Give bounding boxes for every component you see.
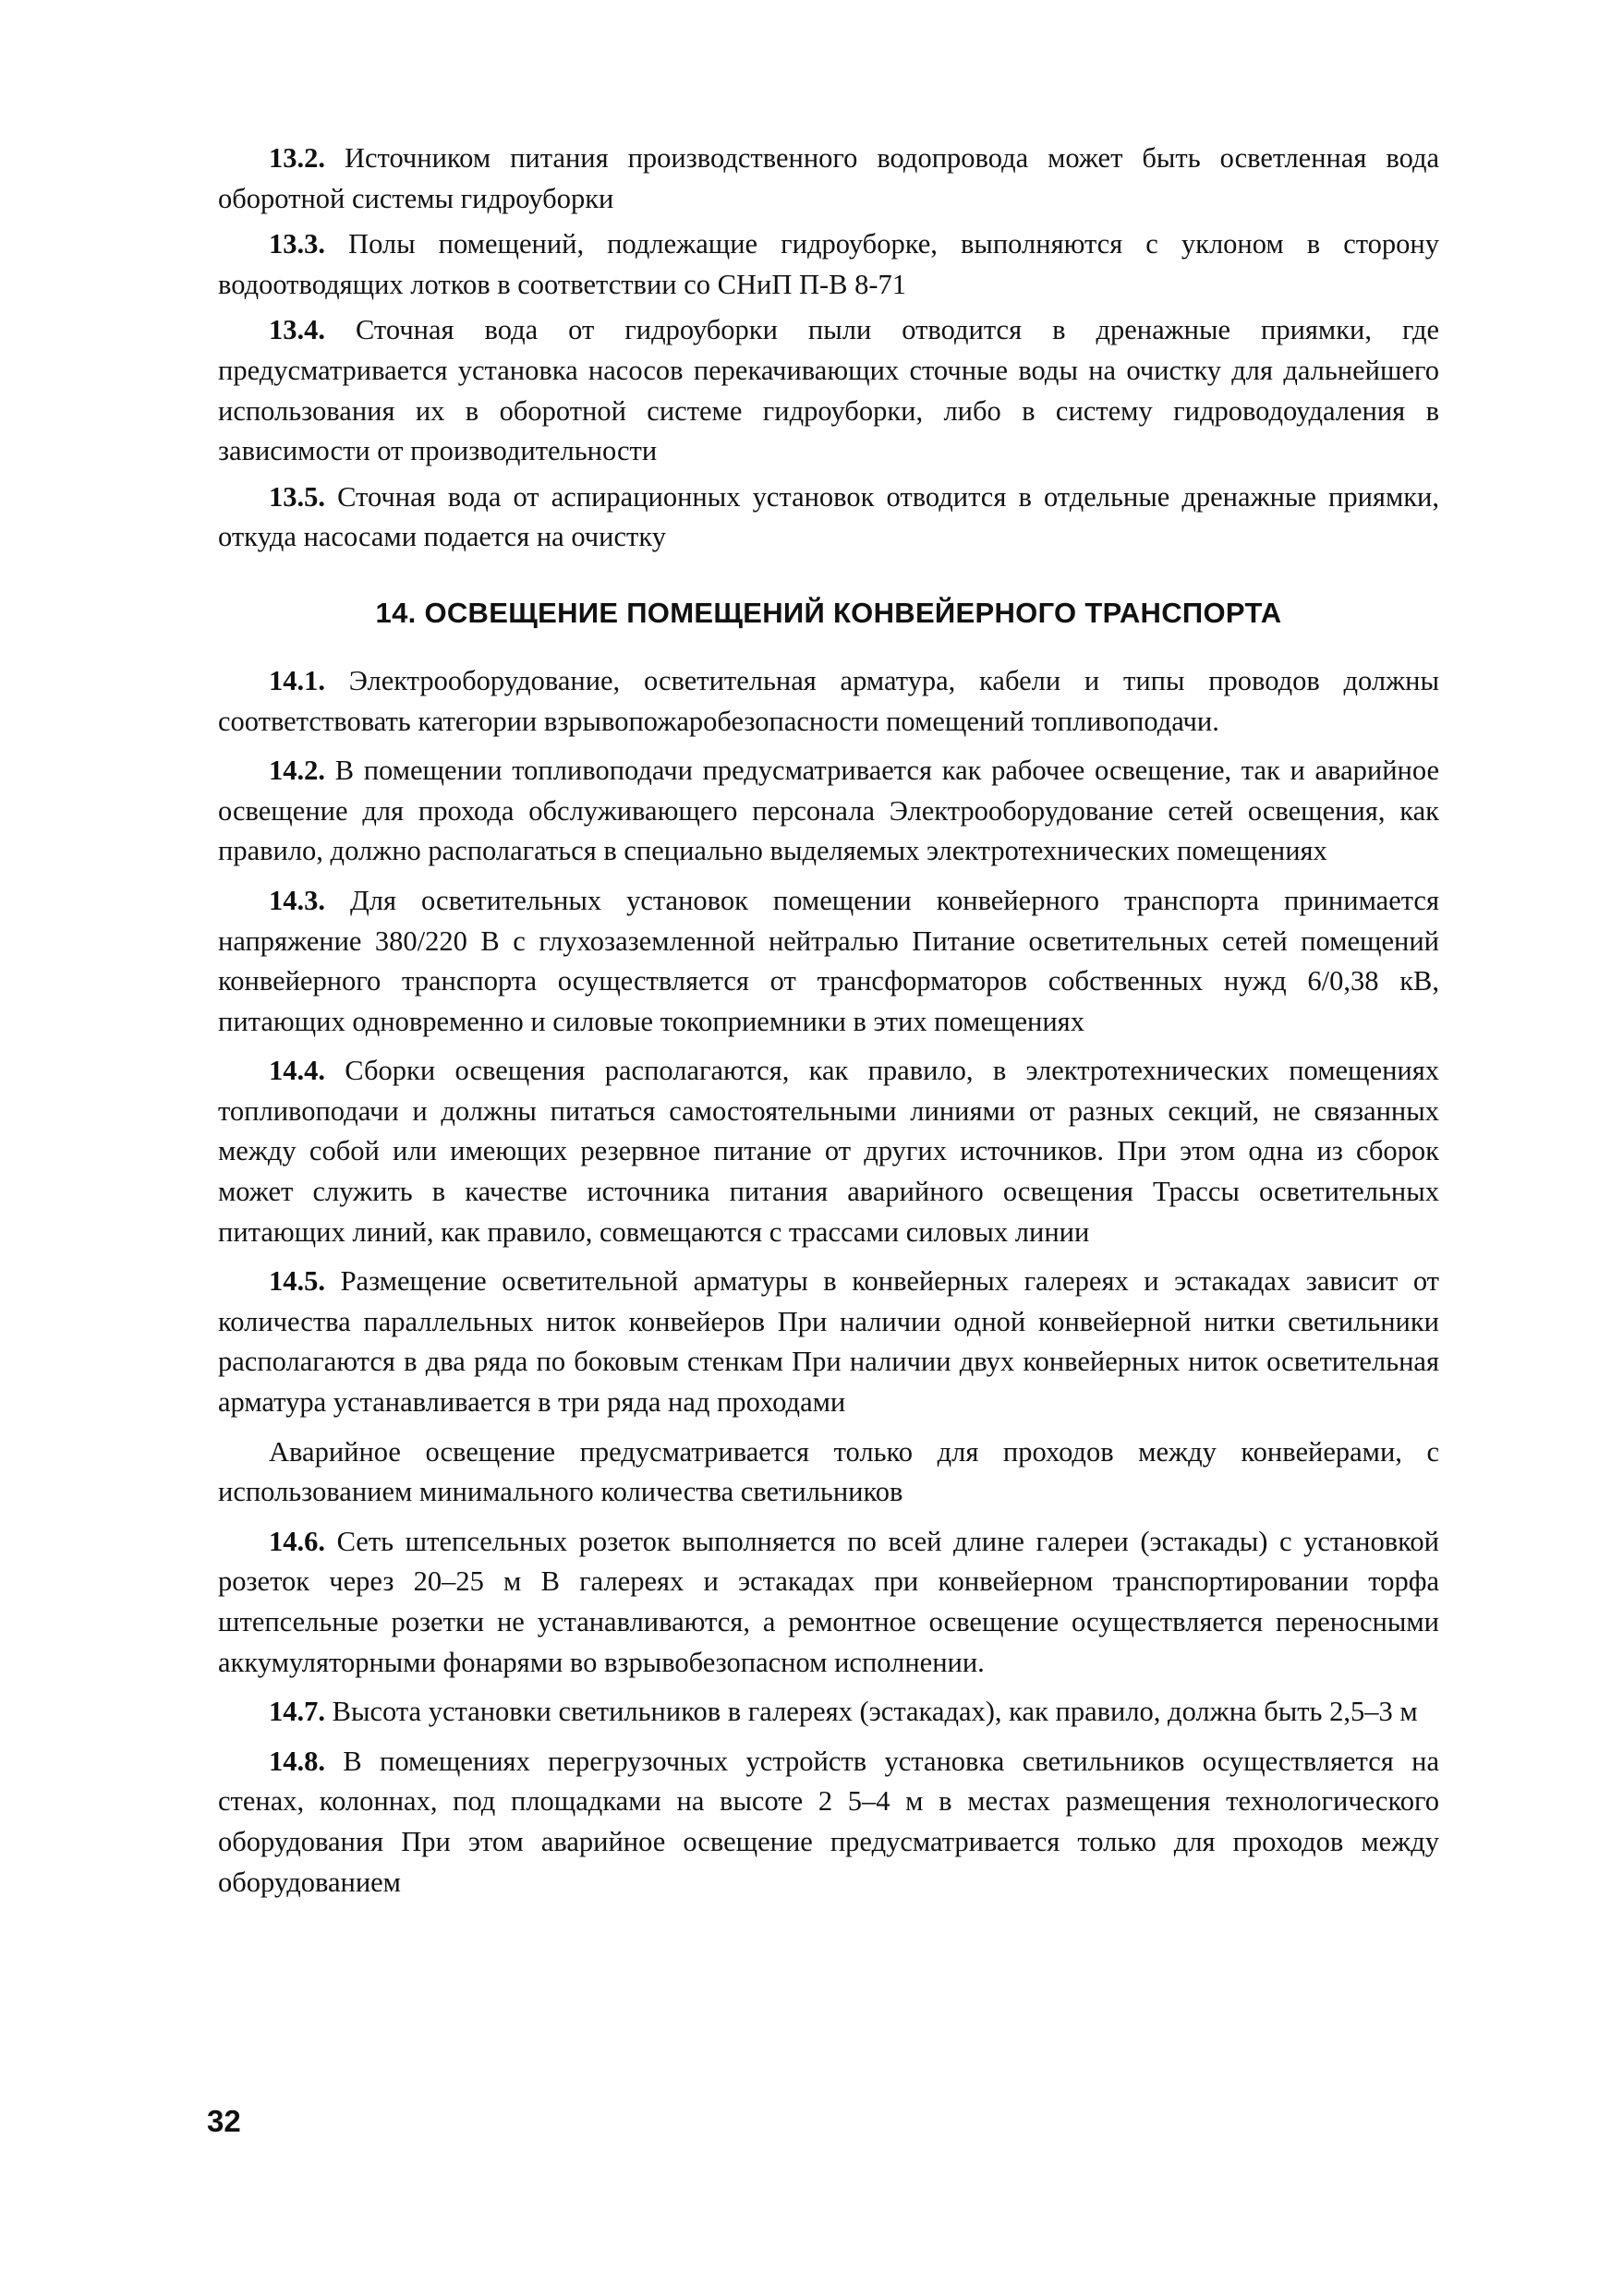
section-heading: 14. ОСВЕЩЕНИЕ ПОМЕЩЕНИЙ КОНВЕЙЕРНОГО ТРАНСПОРТА [375, 596, 1282, 629]
paragraph-13-3 [218, 224, 1439, 305]
paragraph-14-3 [218, 881, 1439, 1042]
paragraph-14-8 [218, 1742, 1439, 1903]
paragraph-13-2 [218, 139, 1439, 219]
paragraph-text: Для осветительных установок помещении конвейерного транспорта принимается напряжение 380/220 В с глухозаземленной нейтралью Питание осветительных сетей помещений конвейерного транспорта осуществляется от трансформаторов собственных нужд 6/0,38 кВ, питающих одновременно и силовые токоприемники в этих помещениях [218, 884, 1440, 1037]
paragraph-14-5-emergency [218, 1432, 1439, 1513]
paragraph-text: Электрооборудование, осветительная арматура, кабели и типы проводов должны соответствовать категории взрывопожаробезопасности помещений топливоподачи. [218, 664, 1440, 737]
paragraph-number: 14.2. [269, 755, 325, 787]
section-13 [218, 139, 1439, 558]
section-14 [218, 661, 1439, 1903]
page-number: 32 [207, 2104, 241, 2138]
paragraph-number: 13.2. [269, 142, 325, 174]
paragraph-14-1 [218, 661, 1439, 742]
paragraph-text: Размещение осветительной арматуры в конвейерных галереях и эстакадах зависит от количества параллельных ниток конвейеров При наличии одной конвейерной нитки светильники располагаются в два ряда по боковым стенкам При наличии двух конвейерных ниток осветительная арматура устанавливается в три ряда над проходами [218, 1265, 1439, 1419]
paragraph-14-5 [218, 1262, 1439, 1422]
paragraph-text: Источником питания производственного водопровода может быть осветленная вода оборотной системы гидроуборки [218, 142, 1440, 214]
paragraph-number: 14.4. [269, 1055, 325, 1087]
document-page [218, 139, 1439, 1912]
paragraph-14-2 [218, 751, 1439, 872]
paragraph-number: 13.4. [269, 314, 325, 346]
paragraph-number: 14.5. [269, 1265, 325, 1298]
paragraph-number: 14.1. [269, 664, 325, 696]
paragraph-text: Сеть штепсельных розеток выполняется по всей длине галереи (эстакады) с установкой розеток через 20–25 м В галереях и эстакадах при конвейерном транспортировании торфа штепсельные розетки не устанавливаются, а ремонтное освещение осуществляется переносными аккумуляторными фонарями во взрывобезопасном исполнении. [218, 1525, 1439, 1678]
paragraph-13-4 [218, 310, 1439, 471]
paragraph-text: Сточная вода от гидроуборки пыли отводится в дренажные приямки, где предусматривается установка насосов перекачивающих сточные воды на очистку для дальнейшего использования их в оборотной системе гидроуборки, либо в систему гидроводоудаления в зависимости от производительности [218, 314, 1440, 467]
paragraph-number: 14.6. [269, 1525, 325, 1557]
paragraph-number: 13.5. [269, 480, 325, 513]
paragraph-text: Аварийное освещение предусматривается только для проходов между конвейерами, с использованием минимального количества светильников [218, 1435, 1439, 1508]
paragraph-text: Сборки освещения располагаются, как правило, в электротехнических помещениях топливоподачи и должны питаться самостоятельными линиями от разных секций, не связанных между собой или имеющих резервное питание от других источников. При этом одна из сборок может служить в качестве источника питания аварийного освещения Трассы осветительных питающих линий, как правило, совмещаются с трассами силовых линии [218, 1055, 1439, 1248]
paragraph-13-5 [218, 477, 1439, 558]
paragraph-text: Сточная вода от аспирационных установок отводится в отдельные дренажные приямки, откуда насосами подается на очистку [218, 480, 1440, 553]
paragraph-text: В помещениях перегрузочных устройств установка светильников осуществляется на стенах, колоннах, под площадками на высоте 2 5–4 м в местах размещения технологического оборудования При этом аварийное освещение предусматривается только для проходов между оборудованием [218, 1745, 1439, 1898]
paragraph-text: Полы помещений, подлежащие гидроуборке, выполняются с уклоном в сторону водоотводящих лотков в соответствии со СНиП П-В 8-71 [218, 228, 1439, 300]
paragraph-14-7 [218, 1692, 1439, 1733]
paragraph-number: 14.7. [269, 1696, 325, 1728]
paragraph-14-4 [218, 1051, 1439, 1252]
paragraph-text: Высота установки светильников в галереях (эстакадах), как правило, должна быть 2,5–3 м [332, 1696, 1418, 1728]
paragraph-14-6 [218, 1522, 1439, 1683]
paragraph-number: 14.3. [269, 884, 325, 916]
paragraph-number: 14.8. [269, 1745, 325, 1777]
paragraph-text: В помещении топливоподачи предусматривается как рабочее освещение, так и аварийное освещение для прохода обслуживающего персонала Электрооборудование сетей освещения, как правило, должно располагаться в специально выделяемых электротехнических помещениях [218, 755, 1439, 867]
paragraph-number: 13.3. [269, 228, 325, 260]
